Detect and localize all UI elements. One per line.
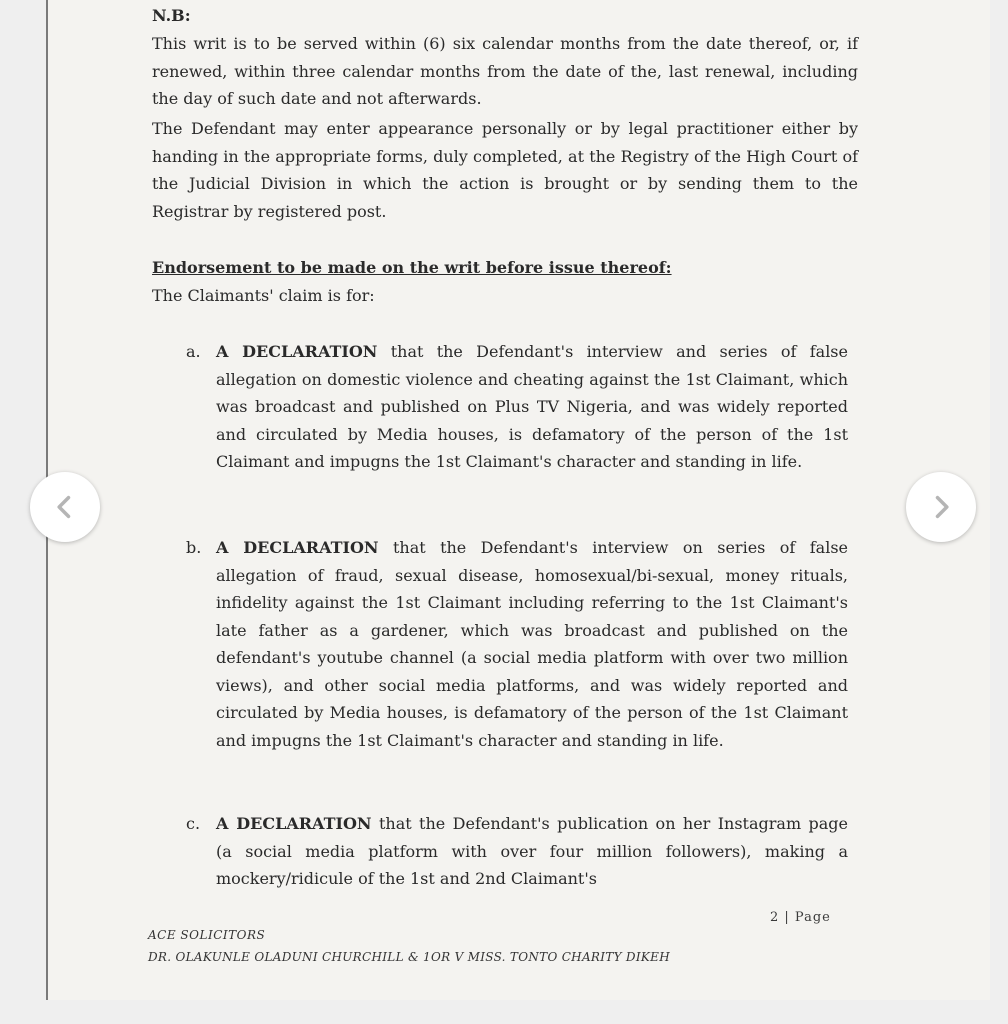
item-lead: A DECLARATION xyxy=(216,342,378,361)
service-paragraph: This writ is to be served within (6) six calendar months from the date thereof, or, if renewed, within three calendar months from the date of the, last renewal, including the day of such date and not afterwards. xyxy=(152,34,858,108)
chevron-left-icon xyxy=(51,493,79,521)
item-text: that the Defendant's publication on her Instagram page (a social media platform with over four million followers), making a mockery/ridicule of the 1st and 2nd Claimant's xyxy=(216,814,848,888)
claim-item-c xyxy=(186,810,848,893)
chevron-right-icon xyxy=(927,493,955,521)
item-body xyxy=(216,338,848,476)
nb-label: N.B: xyxy=(152,6,191,25)
item-body xyxy=(216,810,848,893)
claim-intro: The Claimants' claim is for: xyxy=(152,286,375,305)
endorsement-heading: Endorsement to be made on the writ before issue thereof: xyxy=(152,258,672,277)
next-button[interactable] xyxy=(906,472,976,542)
document-page xyxy=(46,0,990,1000)
page-number: 2 | Page xyxy=(770,910,831,925)
item-text: that the Defendant's interview and series of false allegation on domestic violence and cheating against the 1st Claimant, which was broadcast and published on Plus TV Nigeria, and was widely reported and circulated by Media houses, is defamatory of the person of the 1st Claimant and impugns the 1st Claimant's character and standing in life. xyxy=(216,342,848,471)
item-marker: b. xyxy=(186,538,202,557)
item-lead: A DECLARATION xyxy=(216,814,372,833)
appearance-paragraph: The Defendant may enter appearance personally or by legal practitioner either by handing in the appropriate forms, duly completed, at the Registry of the High Court of the Judicial Division in which the action is brought or by sending them to the Registrar by registered post. xyxy=(152,119,858,221)
item-marker: c. xyxy=(186,814,201,833)
footer-firm: ACE SOLICITORS xyxy=(148,928,266,942)
item-marker: a. xyxy=(186,342,201,361)
item-body xyxy=(216,534,848,754)
item-lead: A DECLARATION xyxy=(216,538,379,557)
claim-item-a xyxy=(186,338,848,476)
previous-button[interactable] xyxy=(30,472,100,542)
item-text: that the Defendant's interview on series of false allegation of fraud, sexual disease, homosexual/bi-sexual, money rituals, infidelity against the 1st Claimant including referring to the 1st Claimant's late father as a gardener, which was broadcast and published on the defendant's youtube channel (a social media platform with over two million views), and other social media platforms, and was widely reported and circulated by Media houses, is defamatory of the person of the 1st Claimant and impugns the 1st Claimant's character and standing in life. xyxy=(216,538,848,750)
footer-case-title: DR. OLAKUNLE OLADUNI CHURCHILL & 1OR V MISS. TONTO CHARITY DIKEH xyxy=(148,950,670,964)
claim-item-b xyxy=(186,534,848,754)
